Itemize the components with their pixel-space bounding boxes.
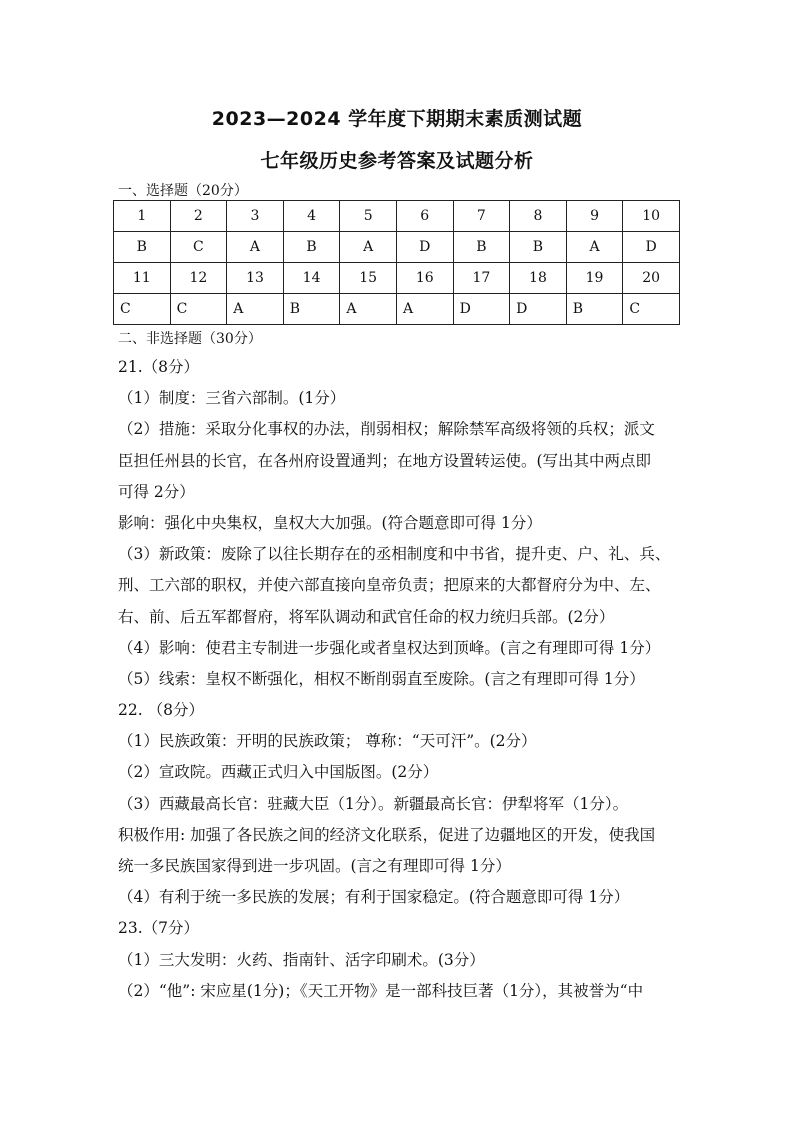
question-number-cell: 17 xyxy=(453,263,510,294)
question-number-cell: 19 xyxy=(566,263,623,294)
question-number-cell: 15 xyxy=(340,263,397,294)
question-number-row xyxy=(114,263,680,294)
answer-cell: A xyxy=(340,232,397,263)
answer-text-block xyxy=(118,352,683,1007)
question-number-cell: 11 xyxy=(114,263,171,294)
answer-cell: B xyxy=(510,232,567,263)
answer-line: （2）措施：采取分化事权的办法，削弱相权；解除禁军高级将领的兵权；派文 xyxy=(118,420,655,439)
answer-line: （1）三大发明：火药、指南针、活字印刷术。(3分） xyxy=(118,950,485,969)
answer-cell: B xyxy=(566,294,623,325)
section-heading-nonchoice: 二、非选择题（30分） xyxy=(118,331,262,347)
answer-line: 臣担任州县的长官，在各州府设置通判；在地方设置转运使。(写出其中两点即 xyxy=(118,451,652,470)
question-number-cell: 18 xyxy=(510,263,567,294)
question-number-cell: 12 xyxy=(170,263,227,294)
document-title: 2023—2024 学年度下期期末素质测试题 xyxy=(211,108,583,130)
answer-line: （1）民族政策：开明的民族政策； 尊称：“天可汗”。(2分） xyxy=(118,732,537,751)
answer-row xyxy=(114,232,680,263)
answer-cell: D xyxy=(623,232,680,263)
question-number-cell: 10 xyxy=(623,201,680,232)
answer-cell: B xyxy=(283,294,340,325)
answer-line: （2）“他”: 宋应星(1分)；《天工开物》是一部科技巨著（1分），其被誉为“中 xyxy=(118,981,644,1000)
answer-line: 统一多民族国家得到进一步巩固。(言之有理即可得 1分） xyxy=(118,857,511,875)
answer-line: 影响：强化中央集权，皇权大大加强。(符合题意即可得 1分） xyxy=(118,513,542,532)
question-number-cell: 7 xyxy=(453,201,510,232)
answer-line: （2）宣政院。西藏正式归入中国版图。(2分） xyxy=(118,763,439,782)
question-number-cell: 1 xyxy=(114,201,171,232)
answer-cell: A xyxy=(227,294,284,325)
document-subtitle: 七年级历史参考答案及试题分析 xyxy=(260,150,534,172)
answer-line: （4）影响：使君主专制进一步强化或者皇权达到顶峰。(言之有理即可得 1分） xyxy=(118,638,661,657)
answer-line: 积极作用: 加强了各民族之间的经济文化联系，促进了边疆地区的开发，使我国 xyxy=(118,825,656,844)
question-number-cell: 2 xyxy=(170,201,227,232)
answer-row xyxy=(114,294,680,325)
answer-line: （1）制度：三省六部制。(1分） xyxy=(118,389,346,408)
section-heading-choice: 一、选择题（20分） xyxy=(118,183,248,199)
question-number-cell: 5 xyxy=(340,201,397,232)
question-number-cell: 8 xyxy=(510,201,567,232)
question-number-cell: 6 xyxy=(396,201,453,232)
question-number-row xyxy=(114,201,680,232)
answer-cell: C xyxy=(114,294,171,325)
answer-cell: C xyxy=(623,294,680,325)
answer-cell: C xyxy=(170,294,227,325)
answer-cell: D xyxy=(453,294,510,325)
answer-cell: D xyxy=(510,294,567,325)
answer-line: （4）有利于统一多民族的发展；有利于国家稳定。(符合题意即可得 1分） xyxy=(118,888,630,907)
answer-cell: B xyxy=(114,232,171,263)
answer-table xyxy=(113,200,680,325)
answer-cell: B xyxy=(283,232,340,263)
answer-cell: C xyxy=(170,232,227,263)
answer-line: 22. （8分） xyxy=(118,701,204,720)
answer-line: （3）西藏最高长官：驻藏大臣（1分）。新疆最高长官：伊犁将军（1分）。 xyxy=(118,794,629,813)
answer-line: 右、前、后五军都督府，将军队调动和武官任命的权力统归兵部。(2分） xyxy=(118,607,615,626)
question-number-cell: 3 xyxy=(227,201,284,232)
answer-cell: B xyxy=(453,232,510,263)
answer-cell: A xyxy=(396,294,453,325)
answer-cell: A xyxy=(566,232,623,263)
question-number-cell: 4 xyxy=(283,201,340,232)
answer-line: （5）线索：皇权不断强化，相权不断削弱直至废除。(言之有理即可得 1分） xyxy=(118,669,645,688)
answer-line: 刑、工六部的职权，并使六部直接向皇帝负责；把原来的大都督府分为中、左、 xyxy=(118,576,661,595)
answer-cell: A xyxy=(227,232,284,263)
answer-line: 21.（8分） xyxy=(118,358,200,376)
answer-cell: D xyxy=(396,232,453,263)
question-number-cell: 16 xyxy=(396,263,453,294)
answer-line: 可得 2分） xyxy=(118,482,195,501)
answer-line: 23.（7分） xyxy=(118,919,200,938)
answer-line: （3）新政策：废除了以往长期存在的丞相制度和中书省，提升吏、户、礼、兵、 xyxy=(118,545,671,564)
answer-cell: A xyxy=(340,294,397,325)
question-number-cell: 13 xyxy=(227,263,284,294)
question-number-cell: 14 xyxy=(283,263,340,294)
question-number-cell: 20 xyxy=(623,263,680,294)
question-number-cell: 9 xyxy=(566,201,623,232)
